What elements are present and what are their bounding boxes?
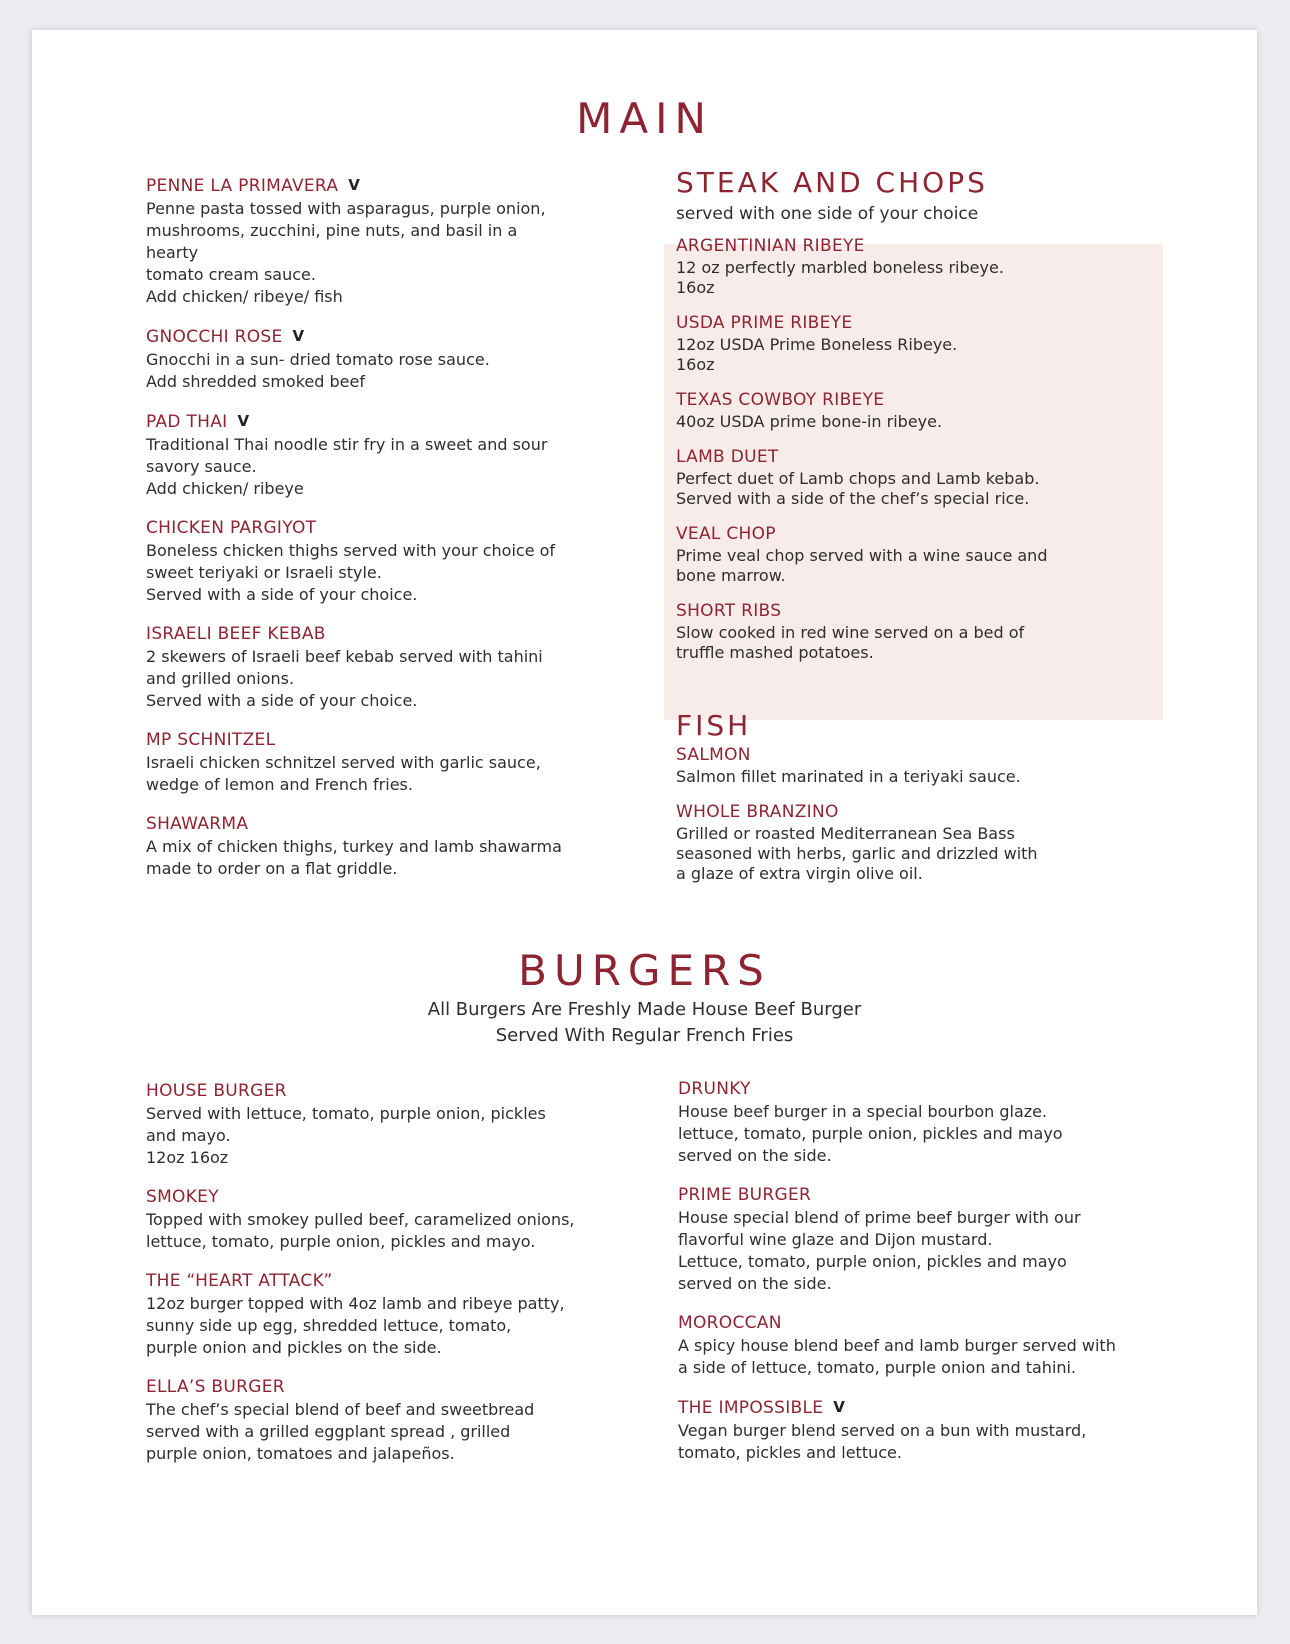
menu-item-smokey (146, 1186, 586, 1253)
menu-item-description: A mix of chicken thighs, turkey and lamb shawarma made to order on a flat griddle. (146, 837, 562, 878)
menu-item-moroccan (678, 1312, 1118, 1379)
menu-item-name-text: VEAL CHOP (676, 524, 776, 544)
menu-item-name (146, 517, 566, 540)
menu-item-name-text: SMOKEY (146, 1187, 219, 1207)
menu-item-name (676, 600, 1146, 623)
menu-item-name-text: PENNE LA PRIMAVERA (146, 176, 339, 196)
menu-item-name (146, 325, 566, 349)
menu-item-lamb-duet (676, 446, 1146, 509)
burgers-right-column (678, 1078, 1118, 1464)
menu-item-description: Israeli chicken schnitzel served with garlic sauce, wedge of lemon and French fries. (146, 753, 541, 794)
steak-list (676, 235, 1146, 663)
menu-item-name (676, 523, 1146, 546)
menu-item-name-text: TEXAS COWBOY RIBEYE (676, 390, 885, 410)
menu-item-drunky (678, 1078, 1118, 1167)
menu-item-name (676, 744, 1146, 767)
menu-item-description: 12oz USDA Prime Boneless Ribeye. 16oz (676, 335, 958, 374)
menu-item-description: A spicy house blend beef and lamb burger served with a side of lettuce, tomato, purple onion and tahini. (678, 1336, 1116, 1377)
vegetarian-icon: V (292, 327, 305, 345)
menu-item-name-text: MP SCHNITZEL (146, 730, 276, 750)
vegetarian-icon: V (348, 176, 361, 194)
menu-item-description: Prime veal chop served with a wine sauce and bone marrow. (676, 546, 1048, 585)
menu-item-name (146, 1376, 586, 1399)
menu-item-name (146, 813, 566, 836)
menu-item-description: 12oz burger topped with 4oz lamb and ribeye patty, sunny side up egg, shredded lettuce, tomato, purple onion and pickles on the side. (146, 1294, 565, 1357)
menu-item-texas-cowboy-ribeye (676, 389, 1146, 432)
menu-item-name-text: PAD THAI (146, 412, 228, 432)
menu-item-description: Salmon fillet marinated in a teriyaki sauce. (676, 767, 1021, 786)
menu-item-description: Vegan burger blend served on a bun with mustard, tomato, pickles and lettuce. (678, 1421, 1087, 1462)
menu-item-house-burger (146, 1080, 586, 1169)
menu-item-name (146, 1080, 586, 1103)
menu-item-name (146, 729, 566, 752)
menu-item-whole-branzino (676, 801, 1146, 884)
menu-item-description: Slow cooked in red wine served on a bed of truffle mashed potatoes. (676, 623, 1025, 662)
menu-item-penne-la-primavera (146, 174, 566, 308)
fish-list (676, 744, 1146, 884)
menu-item-name (146, 623, 566, 646)
menu-item-name (146, 1270, 586, 1293)
menu-item-name-text: ISRAELI BEEF KEBAB (146, 624, 326, 644)
menu-item-name-text: GNOCCHI ROSE (146, 327, 283, 347)
menu-item-veal-chop (676, 523, 1146, 586)
menu-item-name (678, 1312, 1118, 1335)
menu-item-description: The chef’s special blend of beef and sweetbread served with a grilled eggplant spread , grilled purple onion, tomatoes and jalapeños. (146, 1400, 535, 1463)
menu-item-mp-schnitzel (146, 729, 566, 796)
menu-item-description: Grilled or roasted Mediterranean Sea Bass seasoned with herbs, garlic and drizzled with a glaze of extra virgin olive oil. (676, 824, 1038, 883)
menu-item-the-heart-attack (146, 1270, 586, 1359)
burgers-subtitle-line1: All Burgers Are Freshly Made House Beef Burger (427, 999, 862, 1020)
burgers-subtitle-line2: Served With Regular French Fries (495, 1025, 794, 1046)
menu-item-description: 2 skewers of Israeli beef kebab served with tahini and grilled onions. Served with a side of your choice. (146, 647, 543, 710)
menu-item-gnocchi-rose (146, 325, 566, 393)
menu-item-short-ribs (676, 600, 1146, 663)
menu-item-name-text: LAMB DUET (676, 447, 779, 467)
menu-item-chicken-pargiyot (146, 517, 566, 606)
menu-item-name (146, 1186, 586, 1209)
menu-item-name-text: THE “HEART ATTACK” (146, 1271, 333, 1291)
steak-heading: STEAK AND CHOPS (676, 166, 988, 199)
menu-item-description: Boneless chicken thighs served with your choice of sweet teriyaki or Israeli style. Served with a side of your choice. (146, 541, 556, 604)
menu-item-description: 40oz USDA prime bone-in ribeye. (676, 412, 943, 431)
menu-item-description: 12 oz perfectly marbled boneless ribeye. 16oz (676, 258, 1004, 297)
menu-item-name (678, 1396, 1118, 1420)
burgers-title: BURGERS (518, 946, 771, 995)
menu-item-usda-prime-ribeye (676, 312, 1146, 375)
menu-item-name-text: USDA PRIME RIBEYE (676, 313, 853, 333)
menu-item-name-text: HOUSE BURGER (146, 1081, 287, 1101)
menu-item-salmon (676, 744, 1146, 787)
menu-item-description: House beef burger in a special bourbon glaze. lettuce, tomato, purple onion, pickles and mayo served on the side. (678, 1102, 1063, 1165)
burgers-left-column (146, 1080, 586, 1465)
menu-item-description: Traditional Thai noodle stir fry in a sweet and sour savory sauce. Add chicken/ ribeye (146, 435, 548, 498)
menu-item-name-text: SHORT RIBS (676, 601, 782, 621)
menu-item-name-text: SALMON (676, 745, 751, 765)
main-left-column (146, 174, 566, 880)
menu-item-the-impossible (678, 1396, 1118, 1464)
menu-page (32, 30, 1257, 1615)
menu-item-name (676, 312, 1146, 335)
menu-item-name (146, 410, 566, 434)
menu-item-name-text: DRUNKY (678, 1079, 751, 1099)
menu-item-name-text: CHICKEN PARGIYOT (146, 518, 317, 538)
menu-item-name-text: WHOLE BRANZINO (676, 802, 839, 822)
menu-item-name (676, 801, 1146, 824)
vegetarian-icon: V (237, 412, 250, 430)
menu-item-name-text: ELLA’S BURGER (146, 1377, 285, 1397)
fish-block (676, 710, 1146, 884)
menu-item-name-text: MOROCCAN (678, 1313, 782, 1333)
menu-item-name-text: SHAWARMA (146, 814, 249, 834)
menu-item-description: Gnocchi in a sun- dried tomato rose sauce. Add shredded smoked beef (146, 350, 490, 391)
menu-item-name (146, 174, 566, 198)
menu-item-name (678, 1078, 1118, 1101)
menu-item-name-text: PRIME BURGER (678, 1185, 812, 1205)
menu-item-description: House special blend of prime beef burger with our flavorful wine glaze and Dijon mustard. Lettuce, tomato, purple onion, pickles and mayo served on the side. (678, 1208, 1081, 1293)
menu-item-name-text: ARGENTINIAN RIBEYE (676, 236, 865, 256)
menu-item-name (676, 235, 1146, 258)
menu-item-ella-s-burger (146, 1376, 586, 1465)
menu-item-prime-burger (678, 1184, 1118, 1295)
steak-heading-block (676, 167, 1146, 226)
menu-item-argentinian-ribeye (676, 235, 1146, 298)
vegetarian-icon: V (833, 1398, 846, 1416)
menu-item-name (678, 1184, 1118, 1207)
menu-item-description: Perfect duet of Lamb chops and Lamb kebab. Served with a side of the chef’s special rice. (676, 469, 1040, 508)
menu-item-name (676, 389, 1146, 412)
menu-item-name (676, 446, 1146, 469)
menu-item-name-text: THE IMPOSSIBLE (678, 1398, 824, 1418)
menu-item-shawarma (146, 813, 566, 880)
menu-item-description: Topped with smokey pulled beef, caramelized onions, lettuce, tomato, purple onion, pickles and mayo. (146, 1210, 575, 1251)
menu-item-description: Penne pasta tossed with asparagus, purple onion, mushrooms, zucchini, pine nuts, and basil in a hearty tomato cream sauce. Add chicken/ ribeye/ fish (146, 199, 546, 306)
menu-item-pad-thai (146, 410, 566, 500)
menu-item-israeli-beef-kebab (146, 623, 566, 712)
steak-subheading: served with one side of your choice (676, 204, 979, 224)
fish-heading: FISH (676, 709, 752, 742)
main-title: MAIN (576, 94, 713, 143)
menu-item-description: Served with lettuce, tomato, purple onion, pickles and mayo. 12oz 16oz (146, 1104, 546, 1167)
